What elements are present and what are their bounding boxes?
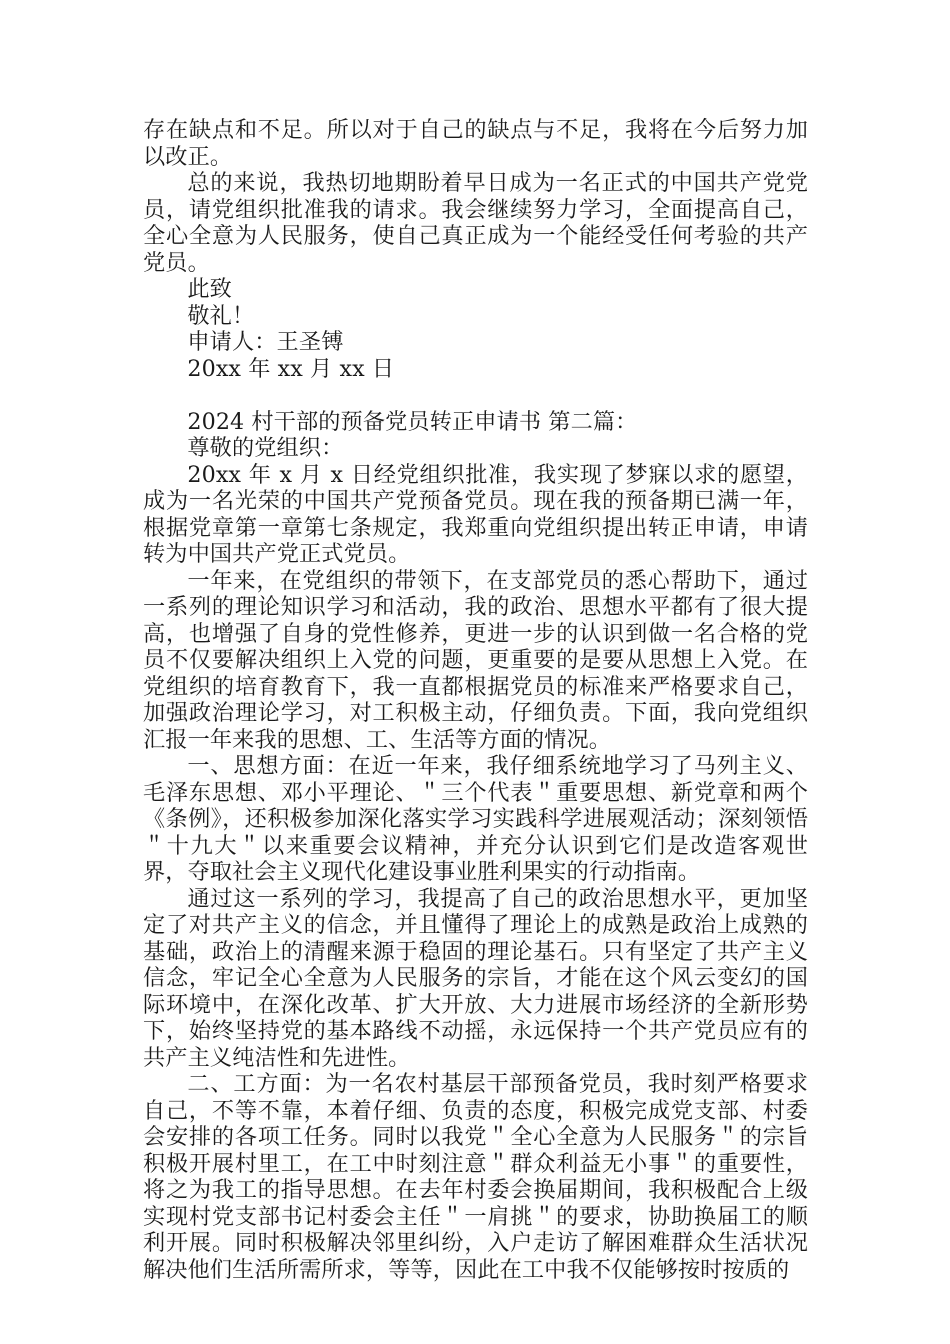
paragraph: 通过这一系列的学习，我提高了自己的政治思想水平，更加坚定了对共产主义的信念，并且懂得了理论上的成熟是政治上成熟的基础，政治上的清醒来源于稳固的理论基石。只有坚定了共产主义信念，牢记全心全意为人民服务的宗旨，才能在这个风云变幻的国际环境中，在深化改革、扩大开放、大力进展市场经济的全新形势下，始终坚持党的基本路线不动摇，永远保持一个共产党员应有的共产主义纯洁性和先进性。 [143,885,808,1071]
paragraph: 总的来说，我热切地期盼着早日成为一名正式的中国共产党党员，请党组织批准我的请求。我会继续努力学习，全面提高自己，全心全意为人民服务，使自己真正成为一个能经受任何考验的共产党员。 [143,170,808,276]
paragraph: 存在缺点和不足。所以对于自己的缺点与不足，我将在今后努力加以改正。 [143,117,808,170]
paragraph: 一、思想方面：在近一年来，我仔细系统地学习了马列主义、毛泽东思想、邓小平理论、＂三个代表＂重要思想、新党章和两个《条例》，还积极参加深化落实学习实践科学进展观活动；深刻领悟＂十九大＂以来重要会议精神，并充分认识到它们是改造客观世界，夺取社会主义现代化建设事业胜利果实的行动指南。 [143,753,808,885]
second-letter-section [143,409,808,1284]
paragraph: 申请人：王圣镈 [187,329,344,355]
paragraph: 一年来，在党组织的带领下，在支部党员的悉心帮助下，通过一系列的理论知识学习和活动，我的政治、思想水平都有了很大提高，也增强了自身的党性修养，更进一步的认识到做一名合格的党员不仅要解决组织上入党的问题，更重要的是要从思想上入党。在党组织的培育教育下，我一直都根据党员的标准来严格要求自己，加强政治理论学习，对工积极主动，仔细负责。下面，我向党组织汇报一年来我的思想、工、生活等方面的情况。 [143,567,808,753]
paragraph: 20xx 年 x 月 x 日经党组织批准，我实现了梦寐以求的愿望，成为一名光荣的中国共产党预备党员。现在我的预备期已满一年，根据党章第一章第七条规定，我郑重向党组织提出转正申请，申请转为中国共产党正式党员。 [143,461,808,567]
paragraph: 2024 村干部的预备党员转正申请书 第二篇： [187,408,638,435]
paragraph: 此致 [187,276,232,302]
paragraph: 尊敬的党组织： [187,435,344,461]
letter-closing-section [143,117,808,382]
document-body [143,117,808,1283]
paragraph: 二、工方面：为一名农村基层干部预备党员，我时刻严格要求自己，不等不靠，本着仔细、负责的态度，积极完成党支部、村委会安排的各项工任务。同时以我党＂全心全意为人民服务＂的宗旨积极开展村里工，在工中时刻注意＂群众利益无小事＂的重要性，将之为我工的指导思想。在去年村委会换届期间，我积极配合上级实现村党支部书记村委会主任＂一肩挑＂的要求，协助换届工的顺利开展。同时积极解决邻里纠纷，入户走访了解困难群众生活状况解决他们生活所需所求，等等，因此在工中我不仅能够按时按质的 [143,1071,808,1283]
section-spacer [143,382,808,409]
paragraph: 20xx 年 xx 月 xx 日 [187,355,395,382]
paragraph: 敬礼！ [187,302,255,329]
